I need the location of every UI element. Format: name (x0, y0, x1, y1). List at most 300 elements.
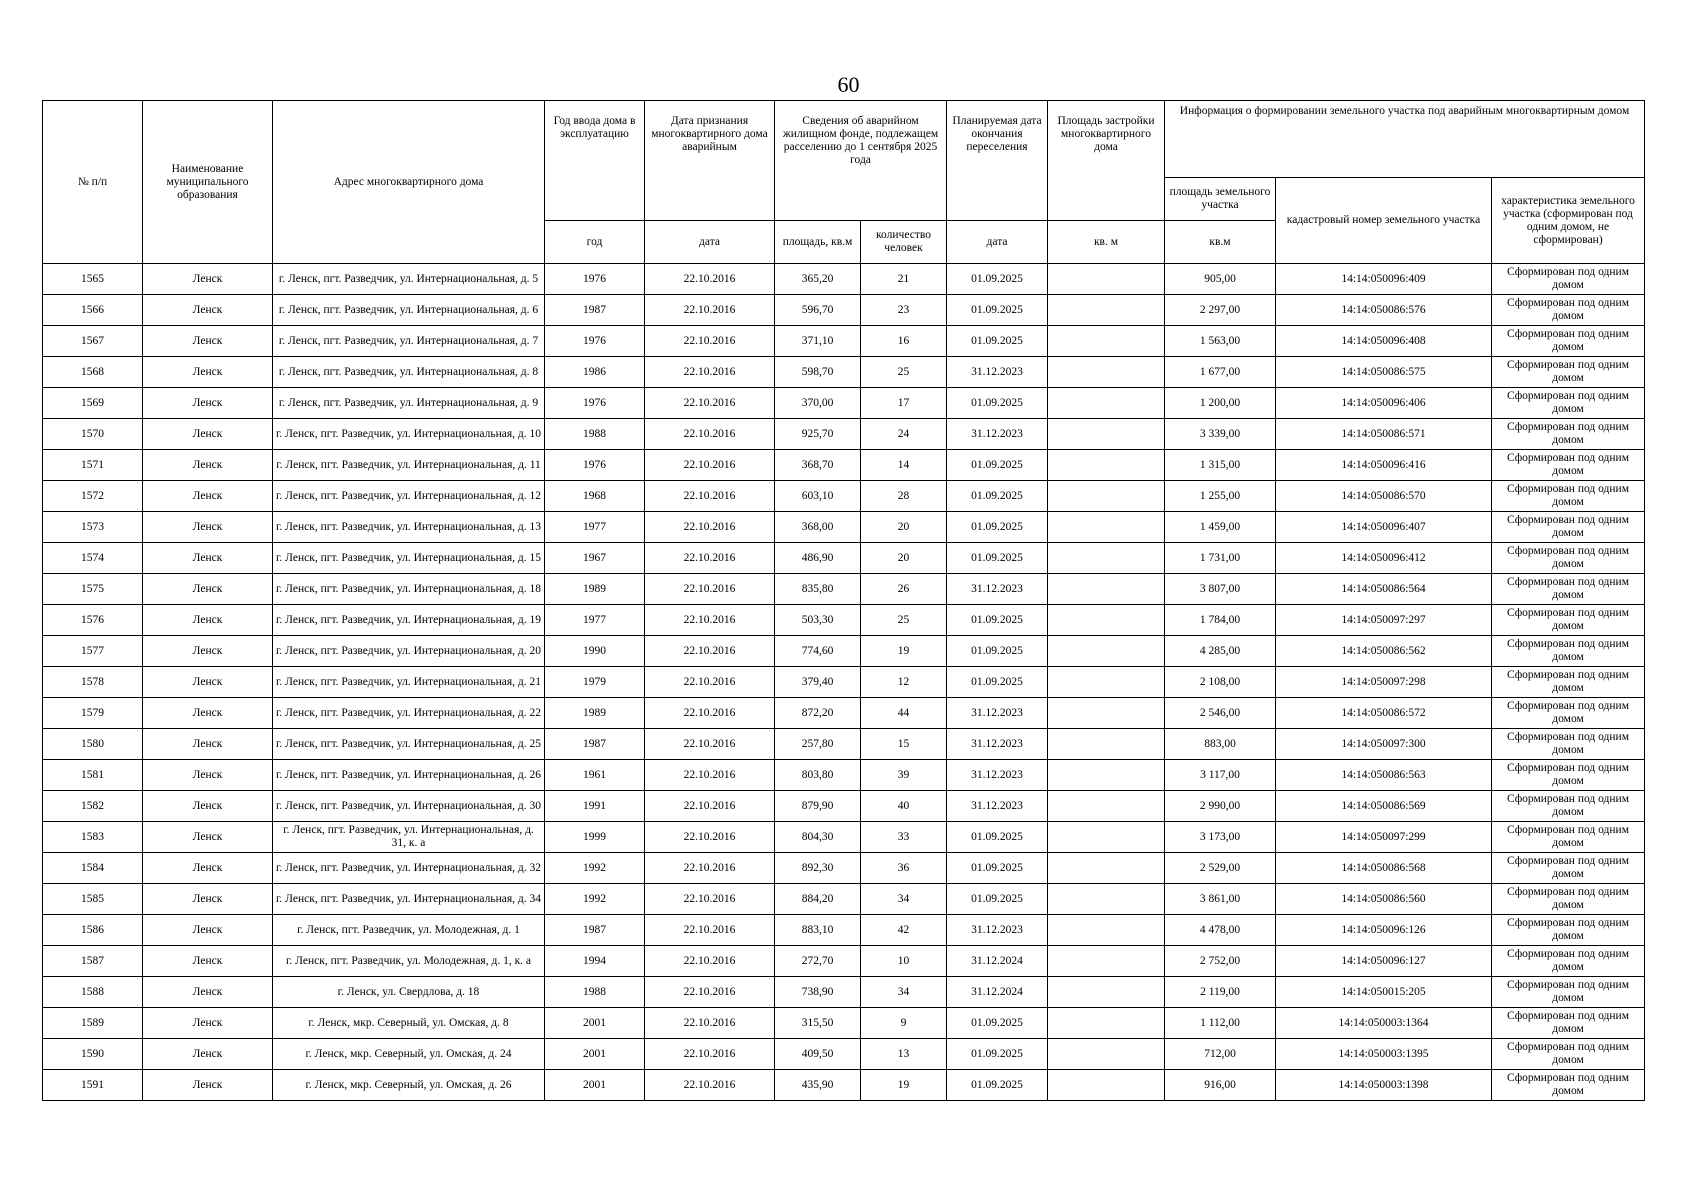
building-area-cell (1048, 295, 1165, 326)
characteristic-cell: Сформирован под одним домом (1492, 388, 1645, 419)
land-area-cell: 2 752,00 (1165, 946, 1276, 977)
land-area-cell: 1 315,00 (1165, 450, 1276, 481)
planned-date-cell: 31.12.2023 (947, 760, 1048, 791)
people-cell: 15 (861, 729, 947, 760)
row-number: 1585 (43, 884, 143, 915)
planned-date-cell: 31.12.2024 (947, 977, 1048, 1008)
cadastral-cell: 14:14:050096:126 (1276, 915, 1492, 946)
planned-date-cell: 01.09.2025 (947, 636, 1048, 667)
cadastral-cell: 14:14:050003:1364 (1276, 1008, 1492, 1039)
table-row (43, 946, 1645, 977)
address-cell: г. Ленск, пгт. Разведчик, ул. Интернациональная, д. 30 (273, 791, 545, 822)
address-cell: г. Ленск, пгт. Разведчик, ул. Интернациональная, д. 32 (273, 853, 545, 884)
people-cell: 20 (861, 512, 947, 543)
people-cell: 36 (861, 853, 947, 884)
land-area-cell: 1 112,00 (1165, 1008, 1276, 1039)
characteristic-cell: Сформирован под одним домом (1492, 729, 1645, 760)
land-area-cell: 883,00 (1165, 729, 1276, 760)
address-cell: г. Ленск, пгт. Разведчик, ул. Интернациональная, д. 20 (273, 636, 545, 667)
cadastral-cell: 14:14:050097:300 (1276, 729, 1492, 760)
table-row (43, 574, 1645, 605)
cadastral-cell: 14:14:050086:575 (1276, 357, 1492, 388)
cadastral-cell: 14:14:050096:407 (1276, 512, 1492, 543)
building-area-cell (1048, 884, 1165, 915)
characteristic-cell: Сформирован под одним домом (1492, 512, 1645, 543)
declared-date-cell: 22.10.2016 (645, 450, 775, 481)
municipality-cell: Ленск (143, 1008, 273, 1039)
cadastral-cell: 14:14:050086:572 (1276, 698, 1492, 729)
building-area-cell (1048, 791, 1165, 822)
planned-date-cell: 01.09.2025 (947, 1070, 1048, 1101)
table-row (43, 729, 1645, 760)
row-number: 1588 (43, 977, 143, 1008)
characteristic-cell: Сформирован под одним домом (1492, 1039, 1645, 1070)
area-cell: 738,90 (775, 977, 861, 1008)
header-date-declared: Дата признания многоквартирного дома аварийным (645, 101, 775, 221)
year-cell: 1994 (545, 946, 645, 977)
people-cell: 21 (861, 264, 947, 295)
planned-date-cell: 01.09.2025 (947, 1039, 1048, 1070)
table-row (43, 450, 1645, 481)
address-cell: г. Ленск, ул. Свердлова, д. 18 (273, 977, 545, 1008)
row-number: 1581 (43, 760, 143, 791)
row-number: 1582 (43, 791, 143, 822)
area-cell: 503,30 (775, 605, 861, 636)
characteristic-cell: Сформирован под одним домом (1492, 698, 1645, 729)
area-cell: 272,70 (775, 946, 861, 977)
year-cell: 1987 (545, 295, 645, 326)
cadastral-cell: 14:14:050086:569 (1276, 791, 1492, 822)
characteristic-cell: Сформирован под одним домом (1492, 822, 1645, 853)
header-land-info: Информация о формировании земельного участка под аварийным многоквартирным домом (1165, 101, 1645, 178)
row-number: 1579 (43, 698, 143, 729)
building-area-cell (1048, 1039, 1165, 1070)
row-number: 1589 (43, 1008, 143, 1039)
row-number: 1586 (43, 915, 143, 946)
cadastral-cell: 14:14:050086:564 (1276, 574, 1492, 605)
area-cell: 315,50 (775, 1008, 861, 1039)
building-area-cell (1048, 512, 1165, 543)
year-cell: 1977 (545, 605, 645, 636)
table-row (43, 760, 1645, 791)
people-cell: 10 (861, 946, 947, 977)
year-cell: 2001 (545, 1008, 645, 1039)
municipality-cell: Ленск (143, 760, 273, 791)
header-unit-people: количество человек (861, 221, 947, 264)
land-area-cell: 1 731,00 (1165, 543, 1276, 574)
table-row (43, 326, 1645, 357)
year-cell: 1986 (545, 357, 645, 388)
planned-date-cell: 01.09.2025 (947, 822, 1048, 853)
building-area-cell (1048, 853, 1165, 884)
municipality-cell: Ленск (143, 791, 273, 822)
building-area-cell (1048, 574, 1165, 605)
year-cell: 1976 (545, 388, 645, 419)
cadastral-cell: 14:14:050086:570 (1276, 481, 1492, 512)
cadastral-cell: 14:14:050015:205 (1276, 977, 1492, 1008)
municipality-cell: Ленск (143, 729, 273, 760)
people-cell: 13 (861, 1039, 947, 1070)
area-cell: 884,20 (775, 884, 861, 915)
table-header (43, 101, 1645, 264)
header-building-area: Площадь застройки многоквартирного дома (1048, 101, 1165, 221)
cadastral-cell: 14:14:050086:563 (1276, 760, 1492, 791)
cadastral-cell: 14:14:050086:562 (1276, 636, 1492, 667)
municipality-cell: Ленск (143, 326, 273, 357)
declared-date-cell: 22.10.2016 (645, 1070, 775, 1101)
building-area-cell (1048, 915, 1165, 946)
address-cell: г. Ленск, пгт. Разведчик, ул. Интернациональная, д. 5 (273, 264, 545, 295)
declared-date-cell: 22.10.2016 (645, 264, 775, 295)
building-area-cell (1048, 450, 1165, 481)
address-cell: г. Ленск, пгт. Разведчик, ул. Интернациональная, д. 21 (273, 667, 545, 698)
header-municipality: Наименование муниципального образования (143, 101, 273, 264)
cadastral-cell: 14:14:050086:560 (1276, 884, 1492, 915)
header-characteristic: характеристика земельного участка (сформирован под одним домом, не сформирован) (1492, 178, 1645, 264)
year-cell: 1987 (545, 729, 645, 760)
people-cell: 23 (861, 295, 947, 326)
row-number: 1568 (43, 357, 143, 388)
row-number: 1574 (43, 543, 143, 574)
building-area-cell (1048, 667, 1165, 698)
building-area-cell (1048, 357, 1165, 388)
characteristic-cell: Сформирован под одним домом (1492, 636, 1645, 667)
table-body (43, 264, 1645, 1101)
year-cell: 1991 (545, 791, 645, 822)
cadastral-cell: 14:14:050096:406 (1276, 388, 1492, 419)
building-area-cell (1048, 946, 1165, 977)
cadastral-cell: 14:14:050086:576 (1276, 295, 1492, 326)
building-area-cell (1048, 636, 1165, 667)
page-number: 60 (837, 72, 860, 97)
year-cell: 1979 (545, 667, 645, 698)
table-row (43, 636, 1645, 667)
characteristic-cell: Сформирован под одним домом (1492, 326, 1645, 357)
area-cell: 603,10 (775, 481, 861, 512)
characteristic-cell: Сформирован под одним домом (1492, 419, 1645, 450)
people-cell: 34 (861, 884, 947, 915)
table-row (43, 419, 1645, 450)
area-cell: 596,70 (775, 295, 861, 326)
header-unit-year: год (545, 221, 645, 264)
row-number: 1570 (43, 419, 143, 450)
cadastral-cell: 14:14:050096:127 (1276, 946, 1492, 977)
cadastral-cell: 14:14:050086:568 (1276, 853, 1492, 884)
table-row (43, 605, 1645, 636)
building-area-cell (1048, 388, 1165, 419)
area-cell: 883,10 (775, 915, 861, 946)
address-cell: г. Ленск, пгт. Разведчик, ул. Интернациональная, д. 6 (273, 295, 545, 326)
address-cell: г. Ленск, пгт. Разведчик, ул. Интернациональная, д. 18 (273, 574, 545, 605)
declared-date-cell: 22.10.2016 (645, 636, 775, 667)
people-cell: 14 (861, 450, 947, 481)
area-cell: 774,60 (775, 636, 861, 667)
characteristic-cell: Сформирован под одним домом (1492, 450, 1645, 481)
header-address: Адрес многоквартирного дома (273, 101, 545, 264)
area-cell: 892,30 (775, 853, 861, 884)
characteristic-cell: Сформирован под одним домом (1492, 574, 1645, 605)
planned-date-cell: 31.12.2024 (947, 946, 1048, 977)
characteristic-cell: Сформирован под одним домом (1492, 481, 1645, 512)
year-cell: 1976 (545, 326, 645, 357)
row-number: 1577 (43, 636, 143, 667)
address-cell: г. Ленск, пгт. Разведчик, ул. Интернациональная, д. 10 (273, 419, 545, 450)
row-number: 1569 (43, 388, 143, 419)
table-row (43, 822, 1645, 853)
land-area-cell: 2 108,00 (1165, 667, 1276, 698)
cadastral-cell: 14:14:050003:1395 (1276, 1039, 1492, 1070)
declared-date-cell: 22.10.2016 (645, 388, 775, 419)
row-number: 1587 (43, 946, 143, 977)
declared-date-cell: 22.10.2016 (645, 946, 775, 977)
declared-date-cell: 22.10.2016 (645, 698, 775, 729)
year-cell: 1999 (545, 822, 645, 853)
table-row (43, 295, 1645, 326)
characteristic-cell: Сформирован под одним домом (1492, 853, 1645, 884)
municipality-cell: Ленск (143, 853, 273, 884)
land-area-cell: 2 990,00 (1165, 791, 1276, 822)
address-cell: г. Ленск, пгт. Разведчик, ул. Интернациональная, д. 7 (273, 326, 545, 357)
row-number: 1565 (43, 264, 143, 295)
characteristic-cell: Сформирован под одним домом (1492, 760, 1645, 791)
row-number: 1575 (43, 574, 143, 605)
table-row (43, 1008, 1645, 1039)
municipality-cell: Ленск (143, 605, 273, 636)
building-area-cell (1048, 822, 1165, 853)
header-emergency-info: Сведения об аварийном жилищном фонде, подлежащем расселению до 1 сентября 2025 года (775, 101, 947, 221)
address-cell: г. Ленск, мкр. Северный, ул. Омская, д. 24 (273, 1039, 545, 1070)
address-cell: г. Ленск, пгт. Разведчик, ул. Интернациональная, д. 25 (273, 729, 545, 760)
people-cell: 16 (861, 326, 947, 357)
municipality-cell: Ленск (143, 667, 273, 698)
land-area-cell: 1 563,00 (1165, 326, 1276, 357)
table-row (43, 512, 1645, 543)
people-cell: 44 (861, 698, 947, 729)
declared-date-cell: 22.10.2016 (645, 357, 775, 388)
declared-date-cell: 22.10.2016 (645, 481, 775, 512)
address-cell: г. Ленск, пгт. Разведчик, ул. Интернациональная, д. 34 (273, 884, 545, 915)
declared-date-cell: 22.10.2016 (645, 760, 775, 791)
table-row (43, 1039, 1645, 1070)
year-cell: 1990 (545, 636, 645, 667)
municipality-cell: Ленск (143, 1039, 273, 1070)
building-area-cell (1048, 419, 1165, 450)
year-cell: 1961 (545, 760, 645, 791)
planned-date-cell: 31.12.2023 (947, 791, 1048, 822)
cadastral-cell: 14:14:050086:571 (1276, 419, 1492, 450)
declared-date-cell: 22.10.2016 (645, 326, 775, 357)
building-area-cell (1048, 698, 1165, 729)
table-row (43, 543, 1645, 574)
characteristic-cell: Сформирован под одним домом (1492, 357, 1645, 388)
year-cell: 1968 (545, 481, 645, 512)
area-cell: 872,20 (775, 698, 861, 729)
area-cell: 370,00 (775, 388, 861, 419)
cadastral-cell: 14:14:050096:408 (1276, 326, 1492, 357)
land-area-cell: 916,00 (1165, 1070, 1276, 1101)
table-row (43, 698, 1645, 729)
land-area-cell: 1 677,00 (1165, 357, 1276, 388)
building-area-cell (1048, 543, 1165, 574)
area-cell: 371,10 (775, 326, 861, 357)
building-area-cell (1048, 264, 1165, 295)
declared-date-cell: 22.10.2016 (645, 822, 775, 853)
people-cell: 24 (861, 419, 947, 450)
declared-date-cell: 22.10.2016 (645, 977, 775, 1008)
area-cell: 379,40 (775, 667, 861, 698)
address-cell: г. Ленск, мкр. Северный, ул. Омская, д. 8 (273, 1008, 545, 1039)
header-unit-date2: дата (947, 221, 1048, 264)
address-cell: г. Ленск, пгт. Разведчик, ул. Интернациональная, д. 8 (273, 357, 545, 388)
land-area-cell: 2 297,00 (1165, 295, 1276, 326)
land-area-cell: 3 861,00 (1165, 884, 1276, 915)
area-cell: 368,00 (775, 512, 861, 543)
land-area-cell: 905,00 (1165, 264, 1276, 295)
year-cell: 1988 (545, 977, 645, 1008)
land-area-cell: 3 807,00 (1165, 574, 1276, 605)
header-planned-date: Планируемая дата окончания переселения (947, 101, 1048, 221)
declared-date-cell: 22.10.2016 (645, 884, 775, 915)
table-row (43, 357, 1645, 388)
area-cell: 365,20 (775, 264, 861, 295)
people-cell: 19 (861, 636, 947, 667)
land-area-cell: 712,00 (1165, 1039, 1276, 1070)
declared-date-cell: 22.10.2016 (645, 915, 775, 946)
building-area-cell (1048, 977, 1165, 1008)
area-cell: 835,80 (775, 574, 861, 605)
year-cell: 1967 (545, 543, 645, 574)
planned-date-cell: 31.12.2023 (947, 574, 1048, 605)
table-row (43, 884, 1645, 915)
row-number: 1584 (43, 853, 143, 884)
year-cell: 1976 (545, 450, 645, 481)
planned-date-cell: 31.12.2023 (947, 419, 1048, 450)
year-cell: 1989 (545, 574, 645, 605)
table-row (43, 915, 1645, 946)
people-cell: 19 (861, 1070, 947, 1101)
people-cell: 12 (861, 667, 947, 698)
table-row (43, 977, 1645, 1008)
cadastral-cell: 14:14:050096:416 (1276, 450, 1492, 481)
cadastral-cell: 14:14:050097:297 (1276, 605, 1492, 636)
emergency-housing-table (42, 100, 1645, 1101)
year-cell: 1988 (545, 419, 645, 450)
declared-date-cell: 22.10.2016 (645, 1008, 775, 1039)
municipality-cell: Ленск (143, 1070, 273, 1101)
declared-date-cell: 22.10.2016 (645, 729, 775, 760)
people-cell: 26 (861, 574, 947, 605)
municipality-cell: Ленск (143, 295, 273, 326)
cadastral-cell: 14:14:050096:412 (1276, 543, 1492, 574)
year-cell: 1976 (545, 264, 645, 295)
declared-date-cell: 22.10.2016 (645, 543, 775, 574)
planned-date-cell: 01.09.2025 (947, 264, 1048, 295)
characteristic-cell: Сформирован под одним домом (1492, 884, 1645, 915)
area-cell: 257,80 (775, 729, 861, 760)
people-cell: 28 (861, 481, 947, 512)
row-number: 1572 (43, 481, 143, 512)
row-number: 1567 (43, 326, 143, 357)
municipality-cell: Ленск (143, 419, 273, 450)
land-area-cell: 1 255,00 (1165, 481, 1276, 512)
area-cell: 925,70 (775, 419, 861, 450)
land-area-cell: 1 459,00 (1165, 512, 1276, 543)
planned-date-cell: 31.12.2023 (947, 698, 1048, 729)
municipality-cell: Ленск (143, 264, 273, 295)
year-cell: 1992 (545, 853, 645, 884)
header-num: № п/п (43, 101, 143, 264)
declared-date-cell: 22.10.2016 (645, 853, 775, 884)
planned-date-cell: 01.09.2025 (947, 481, 1048, 512)
row-number: 1590 (43, 1039, 143, 1070)
municipality-cell: Ленск (143, 977, 273, 1008)
table-row (43, 791, 1645, 822)
cadastral-cell: 14:14:050096:409 (1276, 264, 1492, 295)
address-cell: г. Ленск, пгт. Разведчик, ул. Интернациональная, д. 19 (273, 605, 545, 636)
table-row (43, 388, 1645, 419)
characteristic-cell: Сформирован под одним домом (1492, 264, 1645, 295)
characteristic-cell: Сформирован под одним домом (1492, 946, 1645, 977)
area-cell: 486,90 (775, 543, 861, 574)
address-cell: г. Ленск, пгт. Разведчик, ул. Интернациональная, д. 9 (273, 388, 545, 419)
characteristic-cell: Сформирован под одним домом (1492, 667, 1645, 698)
characteristic-cell: Сформирован под одним домом (1492, 1070, 1645, 1101)
planned-date-cell: 31.12.2023 (947, 915, 1048, 946)
characteristic-cell: Сформирован под одним домом (1492, 295, 1645, 326)
year-cell: 1977 (545, 512, 645, 543)
people-cell: 39 (861, 760, 947, 791)
people-cell: 34 (861, 977, 947, 1008)
declared-date-cell: 22.10.2016 (645, 1039, 775, 1070)
area-cell: 879,90 (775, 791, 861, 822)
declared-date-cell: 22.10.2016 (645, 605, 775, 636)
year-cell: 1992 (545, 884, 645, 915)
characteristic-cell: Сформирован под одним домом (1492, 791, 1645, 822)
cadastral-cell: 14:14:050097:299 (1276, 822, 1492, 853)
building-area-cell (1048, 760, 1165, 791)
planned-date-cell: 01.09.2025 (947, 605, 1048, 636)
people-cell: 17 (861, 388, 947, 419)
row-number: 1576 (43, 605, 143, 636)
address-cell: г. Ленск, пгт. Разведчик, ул. Интернациональная, д. 22 (273, 698, 545, 729)
table-row (43, 853, 1645, 884)
declared-date-cell: 22.10.2016 (645, 512, 775, 543)
address-cell: г. Ленск, пгт. Разведчик, ул. Молодежная, д. 1, к. а (273, 946, 545, 977)
people-cell: 42 (861, 915, 947, 946)
area-cell: 409,50 (775, 1039, 861, 1070)
municipality-cell: Ленск (143, 574, 273, 605)
area-cell: 598,70 (775, 357, 861, 388)
building-area-cell (1048, 729, 1165, 760)
municipality-cell: Ленск (143, 915, 273, 946)
land-area-cell: 4 478,00 (1165, 915, 1276, 946)
address-cell: г. Ленск, мкр. Северный, ул. Омская, д. 26 (273, 1070, 545, 1101)
address-cell: г. Ленск, пгт. Разведчик, ул. Интернациональная, д. 31, к. а (273, 822, 545, 853)
planned-date-cell: 01.09.2025 (947, 667, 1048, 698)
characteristic-cell: Сформирован под одним домом (1492, 915, 1645, 946)
building-area-cell (1048, 605, 1165, 636)
building-area-cell (1048, 326, 1165, 357)
year-cell: 2001 (545, 1039, 645, 1070)
building-area-cell (1048, 1070, 1165, 1101)
year-cell: 1989 (545, 698, 645, 729)
building-area-cell (1048, 481, 1165, 512)
table-row (43, 481, 1645, 512)
declared-date-cell: 22.10.2016 (645, 295, 775, 326)
municipality-cell: Ленск (143, 388, 273, 419)
table-row (43, 1070, 1645, 1101)
characteristic-cell: Сформирован под одним домом (1492, 605, 1645, 636)
